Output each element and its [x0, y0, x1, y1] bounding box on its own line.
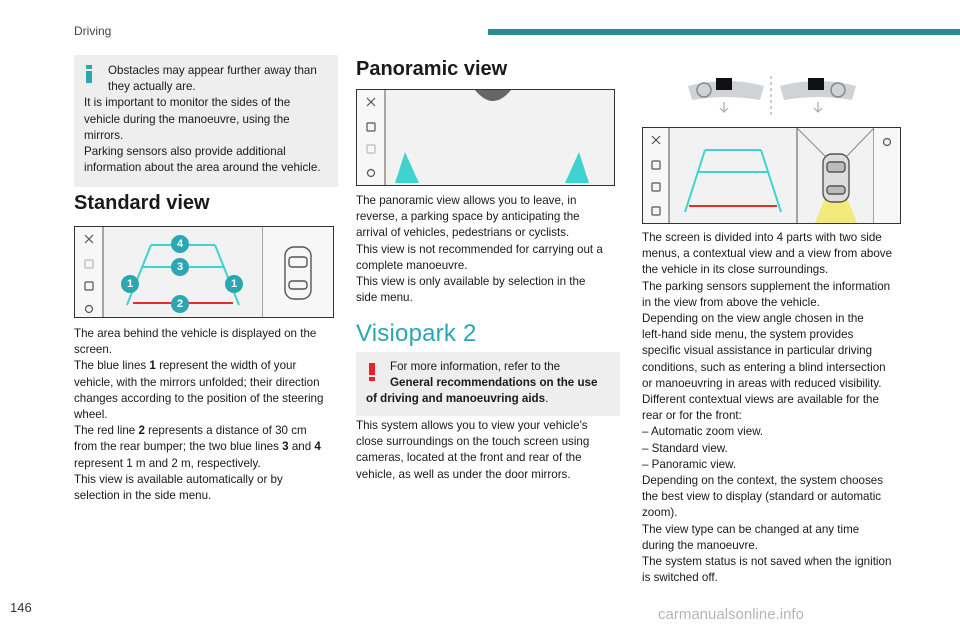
info-note: [74, 55, 338, 187]
standard-view-screen: [74, 226, 334, 318]
text-line: conditions, such as entering a blind intersection: [642, 360, 886, 374]
warning-note: [356, 352, 620, 416]
section-title: Driving: [74, 24, 112, 38]
text-line: of driving and manoeuvring aids.: [366, 392, 549, 406]
text-line: cameras, located at the front and rear of the: [356, 451, 582, 465]
text-line: during the manoeuvre.: [642, 538, 759, 552]
text-line: The area behind the vehicle is displayed on the: [74, 327, 317, 340]
list-item: – Panoramic view.: [642, 457, 737, 471]
text-line: General recommendations on the use: [390, 376, 598, 390]
warning-note-wrap: [356, 352, 620, 416]
guide-lines-blue: [685, 150, 781, 212]
text-line: menus, a contextual view and a view from above: [642, 247, 893, 261]
marker-1-left: 1: [121, 275, 139, 293]
vehicle-bumper-shape: [475, 90, 511, 101]
marker-2: 2: [171, 295, 189, 313]
panoramic-view-heading: Panoramic view: [356, 58, 508, 80]
dashboard-icons: [686, 72, 856, 118]
text-line: selection in the side menu.: [74, 489, 212, 503]
visiopark-screen: [642, 127, 901, 224]
marker-3: 3: [171, 258, 189, 276]
text-line: The blue lines 1 represent the width of your: [74, 359, 297, 373]
text-line: The panoramic view allows you to leave, in: [356, 194, 577, 207]
text-line: rear or for the front:: [642, 409, 742, 423]
text-line: The system status is not saved when the ignition: [642, 555, 892, 569]
text-line: This system allows you to view your vehicle's: [356, 419, 588, 432]
dashboard-view-right-icon: [780, 78, 856, 112]
text-line: Depending on the context, the system chooses: [642, 474, 884, 488]
text-line: wheel.: [74, 408, 108, 422]
standard-view-illustration: [75, 227, 333, 317]
text-line: side menu.: [356, 291, 413, 305]
note-line: Obstacles may appear further away than: [108, 64, 317, 77]
text-line: This view is not recommended for carrying out a: [356, 242, 603, 256]
info-icon: [86, 65, 92, 83]
text-line: This view is available automatically or by: [74, 472, 283, 486]
note-line: information about the area around the vehicle.: [84, 161, 321, 175]
standard-view-description: [74, 326, 342, 504]
text-line: changes according to the position of the steering: [74, 391, 324, 405]
note-line: It is important to monitor the sides of the: [84, 96, 291, 110]
visiopark-heading: Visiopark 2: [356, 320, 477, 347]
text-line: The red line 2 represents a distance of 30 cm: [74, 424, 307, 438]
text-line: zoom).: [642, 506, 678, 520]
list-item: – Automatic zoom view.: [642, 425, 764, 439]
panoramic-view-screen: [356, 89, 615, 186]
warning-icon: [369, 363, 375, 381]
car-top-icon: [823, 154, 849, 202]
page-number: 146: [10, 600, 32, 615]
top-view-diagonals: [797, 128, 874, 156]
text-line: Different contextual views are available for the: [642, 393, 879, 407]
text-line: reverse, a parking space by anticipating the: [356, 210, 580, 224]
text-line: close surroundings on the touch screen using: [356, 435, 590, 449]
visiopark-description: [356, 418, 620, 483]
text-line: left-hand side menu, the system provides: [642, 328, 854, 342]
text-line: from the rear bumper; the two blue lines 3 and 4: [74, 440, 321, 454]
text-line: arrival of vehicles, pedestrians or cyclists.: [356, 226, 570, 240]
text-line: The screen is divided into 4 parts with two side: [642, 231, 882, 244]
visiopark-illustration: [643, 128, 900, 223]
text-line: in the view from above the vehicle.: [642, 295, 820, 309]
marker-1-right: 1: [225, 275, 243, 293]
text-line: The parking sensors supplement the information: [642, 279, 891, 293]
text-line: This view is only available by selection in the: [356, 275, 586, 289]
text-line: Depending on the view angle chosen in the: [642, 312, 864, 326]
watermark: carmanualsonline.info: [658, 606, 804, 623]
left-column: [74, 55, 338, 187]
text-line: For more information, refer to the: [390, 360, 561, 373]
text-line: is switched off.: [642, 571, 718, 585]
marker-4: 4: [171, 235, 189, 253]
list-item: – Standard view.: [642, 441, 728, 455]
text-line: the vehicle in its close surroundings.: [642, 263, 829, 277]
guide-right: [565, 152, 589, 183]
header-accent-bar: [488, 29, 960, 35]
text-line: The view type can be changed at any time: [642, 522, 860, 536]
text-line: screen.: [74, 343, 113, 357]
note-line: they actually are.: [108, 80, 196, 94]
standard-view-heading: Standard view: [74, 192, 210, 214]
note-line: vehicle during the manoeuvre, using the: [84, 112, 290, 126]
panoramic-description: [356, 193, 620, 306]
text-line: the best view to display (standard or automatic: [642, 490, 882, 504]
text-line: vehicle, with the mirrors unfolded; their direction: [74, 375, 320, 389]
note-line: Parking sensors also provide additional: [84, 145, 286, 159]
dashboard-view-left-icon: [688, 78, 764, 112]
text-line: vehicle, as well as under the door mirrors.: [356, 467, 571, 481]
text-line: represent 1 m and 2 m, respectively.: [74, 456, 261, 470]
panoramic-view-illustration: [357, 90, 614, 185]
text-line: or manoeuvring in areas with reduced visibility.: [642, 376, 882, 390]
text-line: complete manoeuvre.: [356, 258, 468, 272]
visiopark-screen-description: [642, 230, 912, 586]
note-line: mirrors.: [84, 128, 124, 142]
guide-left: [395, 152, 419, 183]
text-line: specific visual assistance in particular driving: [642, 344, 873, 358]
